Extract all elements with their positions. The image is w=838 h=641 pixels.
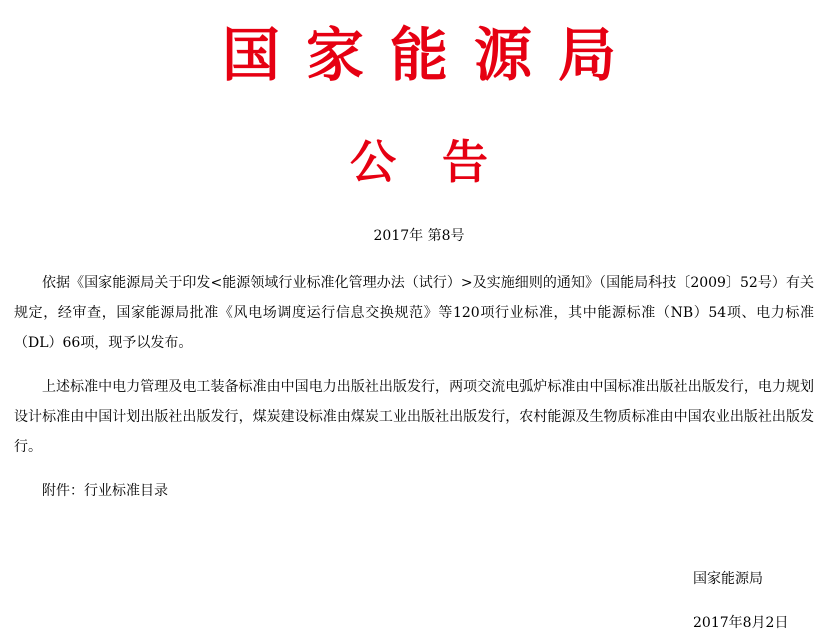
announcement-title: 公告 (350, 135, 534, 189)
announcement-body (14, 268, 814, 506)
document-number: 2017年 第8号 (373, 228, 465, 244)
attachment-note: 附件：行业标准目录 (42, 483, 168, 499)
signature-date: 2017年8月2日 (693, 615, 789, 631)
body-paragraph-2: 上述标准中电力管理及电工装备标准由中国电力出版社出版发行，两项交流电弧炉标准由中国标准出版社出版发行，电力规划设计标准由中国计划出版社出版发行，煤炭建设标准由煤炭工业出版社出版发行，农村能源及生物质标准由中国农业出版社出版发行。 (14, 379, 814, 455)
body-paragraph-1: 依据《国家能源局关于印发<能源领域行业标准化管理办法（试行）>及实施细则的通知》（国能局科技〔2009〕52号）有关规定，经审查，国家能源局批准《风电场调度运行信息交换规范》等120项行业标准，其中能源标准（NB）54项、电力标准（DL）66项，现予以发布。 (14, 275, 814, 351)
signature-organization: 国家能源局 (693, 571, 763, 587)
agency-masthead: 国家能源局 (221, 21, 642, 89)
